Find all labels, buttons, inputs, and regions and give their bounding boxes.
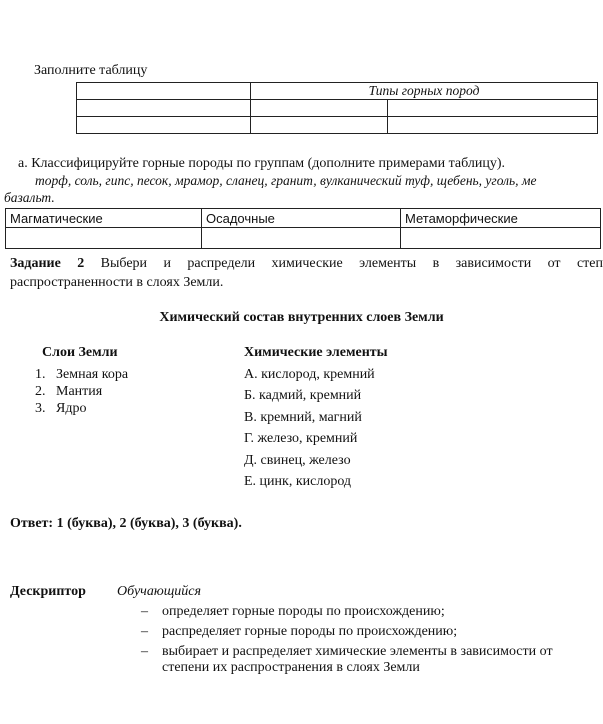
list-item: 1. Земная кора: [35, 367, 129, 382]
list-item: Д. свинец, железо: [244, 453, 351, 468]
task-a-examples-cont: базальт.: [4, 190, 55, 205]
task2-label: Задание 2: [10, 256, 85, 271]
task2-text-line1: Выбери и распредели химические элементы в зависимости от степ: [100, 256, 603, 271]
task1-heading: Заполните таблицу: [34, 63, 148, 78]
table-cell[interactable]: [77, 100, 251, 117]
table-cell[interactable]: [6, 228, 202, 249]
list-item: Б. кадмий, кремний: [244, 388, 362, 403]
table-cell[interactable]: [77, 117, 251, 134]
column-header-sedimentary: Осадочные: [202, 209, 401, 228]
answer-line: Ответ: 1 (буква), 2 (буква), 3 (буква).: [10, 516, 242, 531]
descriptor-subject: Обучающийся: [117, 584, 202, 599]
list-item: выбирает и распределяет химические элементы в зависимости от: [162, 644, 553, 659]
dash-bullet: –: [141, 624, 148, 639]
task-a-instruction: a. Классифицируйте горные породы по группам (дополните примерами таблицу).: [18, 156, 506, 171]
list-item: распределяет горные породы по происхождению;: [162, 624, 458, 639]
layers-header: Слои Земли: [42, 345, 118, 360]
list-item: Г. железо, кремний: [244, 431, 358, 446]
elements-header: Химические элементы: [244, 345, 388, 360]
task2-text-line2: распространенности в слоях Земли.: [10, 275, 224, 290]
table-cell[interactable]: [388, 117, 598, 134]
list-item: 3. Ядро: [35, 401, 87, 416]
column-header-magmatic: Магматические: [6, 209, 202, 228]
table-cell[interactable]: [388, 100, 598, 117]
list-item-cont: степени их распространения в слоях Земли: [162, 660, 420, 675]
table-cell[interactable]: [401, 228, 601, 249]
table-cell[interactable]: [251, 100, 388, 117]
table-cell[interactable]: [77, 83, 251, 100]
dash-bullet: –: [141, 644, 148, 659]
list-item: определяет горные породы по происхождению;: [162, 604, 445, 619]
task2-text: [10, 256, 603, 272]
list-item: Е. цинк, кислород: [244, 474, 352, 489]
chem-composition-title: Химический состав внутренних слоев Земли: [159, 310, 444, 325]
table-cell[interactable]: [202, 228, 401, 249]
table-cell[interactable]: [251, 117, 388, 134]
task-a-examples: торф, соль, гипс, песок, мрамор, сланец, гранит, вулканический туф, щебень, уголь, ме: [35, 173, 537, 188]
table-header-rock-types: Типы горных пород: [251, 83, 598, 100]
list-item: 2. Мантия: [35, 384, 103, 399]
classification-table: [5, 208, 601, 249]
descriptor-label: Дескриптор: [10, 584, 86, 599]
list-item: А. кислород, кремний: [244, 367, 375, 382]
rock-types-table: [76, 82, 598, 134]
column-header-metamorphic: Метаморфические: [401, 209, 601, 228]
dash-bullet: –: [141, 604, 148, 619]
list-item: В. кремний, магний: [244, 410, 362, 425]
